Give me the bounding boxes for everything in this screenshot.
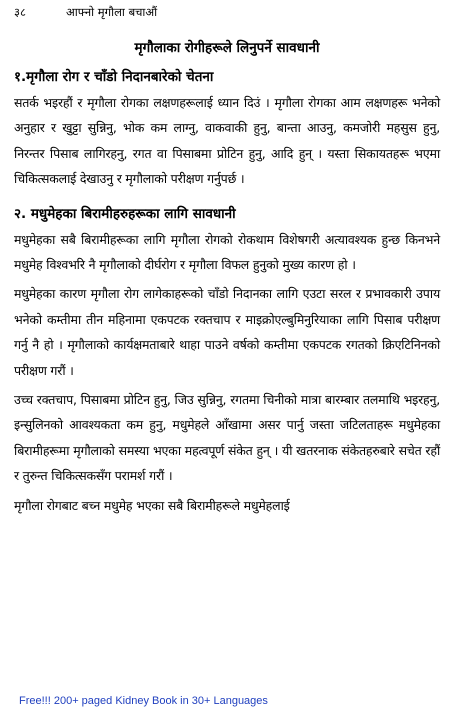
page-title: मृगौलाका रोगीहरूले लिनुपर्ने सावधानी: [134, 40, 320, 56]
book-title: आफ्नो मृगौला बचाऔं: [66, 5, 158, 19]
paragraph: सतर्क भइरहौं र मृगौला रोगका लक्षणहरूलाई ध्यान दिउं । मृगौला रोगका आम लक्षणहरू भनेको अनुहार र खुट्टा सुन्निनु, भोक कम लाग्नु, वाकवाकी हुनु, बान्ता आउनु, कमजोरी महसुस हुनु, निरन्तर पिसाब लागिरहनु, रगत वा पिसाबमा प्रोटिन हुनु, आदि हुन् । यस्ता सिकायतहरू भएमा चिकित्सकलाई देखाउनु र मृगौलाको परीक्षण गर्नुपर्छ ।: [14, 95, 440, 187]
paragraph: मधुमेहका कारण मृगौला रोग लागेकाहरूको चाँडो निदानका लागि एउटा सरल र प्रभावकारी उपाय भनेको कम्तीमा तीन महिनामा एकपटक रक्तचाप र माइक्रोएल्बुमिनुरियाका लागि पिसाब परीक्षण गर्नु नै हो । मृगौलाको कार्यक्षमताबारे थाहा पाउने वर्षको कम्तीमा एकपटक रगतको क्रिएटिनिनको परीक्षण गरौं ।: [14, 286, 440, 378]
page-number: ३८: [14, 5, 26, 19]
section-heading-2: २. मधुमेहका बिरामीहरुहरूका लागि सावधानी: [14, 205, 236, 222]
paragraph-partial: मृगौला रोगबाट बच्न मधुमेह भएका सबै बिरामीहरूले मधुमेहलाई: [14, 497, 290, 513]
section-heading-1: १.मृगौला रोग र चाँडो निदानबारेको चेतना: [14, 69, 214, 85]
paragraph: उच्च रक्तचाप, पिसाबमा प्रोटिन हुनु, जिउ सुन्निनु, रगतमा चिनीको मात्रा बारम्बार तलमाथि भइरहनु, इन्सुलिनको आवश्यकता कम हुनु, मधुमेहले आँखामा असर पार्नु जस्ता जटिलताहरू मधुमेहका बिरामीहरूमा मृगौलाको समस्या भएका महत्वपूर्ण संकेत हुन् । यी खतरनाक संकेतहरुबारे सचेत रहौं र तुरुन्त चिकित्सकसँग परामर्श गरौं ।: [14, 392, 440, 484]
page-body: [14, 0, 440, 518]
running-header: [14, 4, 440, 20]
promo-link[interactable]: Free!!! 200+ paged Kidney Book in 30+ Languages: [19, 695, 268, 707]
paragraph: मधुमेहका सबै बिरामीहरूका लागि मृगौला रोगको रोकथाम विशेषगरी अत्यावश्यक हुन्छ किनभने मधुमेह विश्वभरि नै मृगौलाको दीर्घरोग र मृगौला विफल हुनुको मुख्य कारण हो ।: [14, 231, 440, 273]
